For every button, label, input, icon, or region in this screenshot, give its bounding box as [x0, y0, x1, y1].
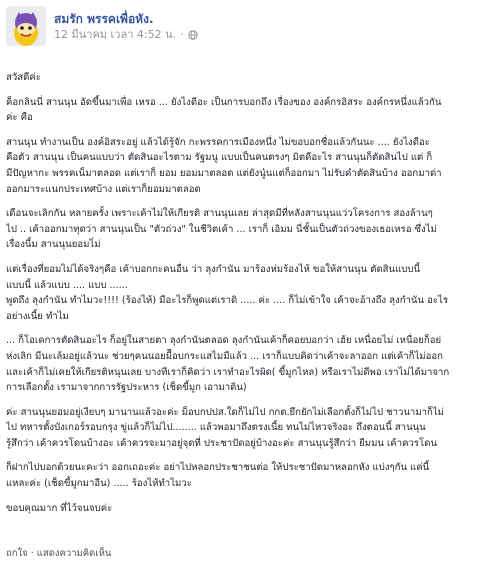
post-text-line: เดือนจะเลิกกัน หลายครั้ง เพราะเค้าไม่ให้เกียรติ สานนุนเลย ล่าสุดมีที่หลังสานนุนแว่วโครงการ สองล้านๆ — [6, 208, 433, 220]
post-text-line: ไป .. เค้าออกมาทุดว่า สานนุนเป็น "ตัวถ่วง" ในชีวิตเค้า ... เราก็ เอิมม นี่ชั้นเป็นตัวถ่วงของเธอเหรอ ซึ่งไม่ — [6, 223, 437, 235]
post-text-line: ออกมาระแนกประเทศบ้าง แต่เราก็ยอมมาตลอด — [6, 183, 201, 195]
comment-link[interactable]: แสดงความคิดเห็น — [36, 548, 112, 559]
post-meta — [54, 8, 198, 43]
post-text-line: แต่เรื่องที่ยอมไม่ได้จริงๆคือ เค้าบอกกะคนอื่น ว่า ลุงกำนัน มาร้องห่มร้องไห้ ขอให้สานนุน ตัดสินแบบนี้ — [6, 263, 421, 275]
post-paragraph — [6, 95, 476, 126]
post-text-line: ไป ทหารตั้งบังเกอร์รอบกรุง ขู่แล้วก็ไม่ไป........ แล้วพอมาถึงตรงเนี้ย ทนไม่ไหวจริงอะ ถึงตอนนี้ สานนุน — [6, 422, 426, 434]
like-link[interactable]: ถกใจ — [6, 548, 28, 559]
post-text-line: แหละค่ะ (เช็ดขี้มูกมาอีน) ..... ร้องไห้ทำไมวะ — [6, 478, 192, 490]
post-text-line: สานนุน ทำงานเป็น องค์อิสระอยู่ แล้วได้รู้จัก กะพรรคการเมืองหนึ่ง ไม่ขอบอกชื่อแล้วกันนะ .... ยังไงดีอะ — [6, 136, 430, 148]
post-paragraph — [6, 206, 476, 253]
post-paragraph — [6, 333, 476, 395]
post-body — [6, 70, 476, 516]
post-text-line: แบบนี้ แล้วแบบ .... แบบ ...... — [6, 279, 128, 291]
post-text-line: พูดถึง ลุงกำนัน ทำไมวะ!!!! (ร้องไห้) มีอะไรก็พูดแต่เราดิ ..... ค่ะ .... ก็ไม่เข้าใจ เค้าจะอ้างถึง ลุงกำนัน อะไร — [6, 295, 448, 307]
post-text-line: เรื่องนี้ม สานนุนยอมไ่ม่ — [6, 239, 101, 251]
post-actions — [6, 546, 111, 561]
time-row — [54, 27, 198, 43]
post-paragraph — [6, 460, 476, 491]
post-paragraph — [6, 501, 476, 517]
post-header — [6, 6, 476, 52]
post-paragraph — [6, 135, 476, 197]
post-text-line: คือตัว สานนุน เป็นคนแบบว่า ตัดสินอะไรตาม รัฐมนู แบบเป็นคนตรงๆ มิตดีอะไร สานนุนก็ตัดสินไป แต่ ก็ — [6, 152, 433, 164]
post-text-line: มีปัญหากะ พรรคเน็มาตลอด แต่เราก็ ยอม ยอมมาตลอด แต่ยังนู๋นแต่ก็ออกมา ไม่รับคำตัดสินบ้าง ออกมาด่า — [6, 167, 442, 179]
globe-icon[interactable] — [188, 30, 198, 40]
post-text-line: ขอบคุณมาก ที่ไว้จนจบค่ะ — [6, 502, 113, 514]
author-name-link[interactable]: สมรัก พรรคเพื่อหัง. — [54, 12, 154, 26]
post-text-line: ค็อกลินนี่ สานนุน อัดขึ้นมาเพื่อ เหรอ ... ยังไงดีอะ เป็นการบอกถึง เรื่องของ องค์กรอิสระ องค์กรหนึ่งแล้วกัน — [6, 96, 442, 108]
post-text-line: และเค้าก็ไม่เคยให้เกียรติหนุนเลย บางทีเราก็คิดว่า เราทำอะไรผิด( ขี้มูกไหล) หรือเราไม่ดีพอ เราไม่ได้มาจาก — [6, 366, 450, 378]
post-paragraph — [6, 262, 476, 324]
post-paragraph — [6, 70, 476, 86]
post-text-line: การเลือกตั้ง เรามาจากการรัฐประหาร (เช็ดขี้มูก เอามาดิน) — [6, 382, 247, 394]
post-text-line: ก็ฝากไปบอกด้วยนะคะว่า ออกเถอะค่ะ อย่าไปหลอกประชาชนต่อ ให้ประชาปัดมาหลอกหัง แบ่งๆกัน แค่นี้ — [6, 462, 430, 474]
separator-dot: · — [180, 28, 184, 41]
post-timestamp[interactable]: 12 มีนาคม เวลา 4:52 น. — [54, 28, 177, 41]
post-text-line: ห่งเลิก มีนะเล้มอยู่แล้วนะ ช่วยๆคนนอยมีีอบกระแสไมมีแล้ว ... เราก็แบบคิดว่าเค้าจะลาออก แต่เค้าก็ไม่ออก — [6, 350, 443, 362]
action-separator: · — [27, 548, 37, 559]
avatar[interactable] — [6, 6, 46, 46]
post-text-line: รู้สึกว่า เค้าควรโดนบ้างอะ เค้าควรจะมาอยู่จุดที่ ประชาปัดอยู่บ้างอะค่ะ สานนุนรู้สึกว่า ยืมมน เค้าควรโดน — [6, 437, 437, 449]
post-paragraph — [6, 405, 476, 452]
post-text-line: สวัสดีค่ะ — [6, 72, 41, 83]
avatar-character-icon — [6, 6, 46, 46]
post-text-line: อย่างเนี้ย ทำไม — [6, 310, 69, 322]
post-text-line: ค่ะ สานนุนยอมอยู่เงียบๆ มานานแล้วอะค่ะ ม็อบกปปส.ใดก็ไม่ไป กกต.ยึกยักไม่เลือกตั้งก็ไม่ไป ชาวนามาก็ไม่ — [6, 406, 444, 418]
post-text-line: ค่ะ คือ — [6, 112, 33, 124]
post-text-line: ... ก็โอเคการตัดสินอะไร ก็อยู่ในสายตา ลุงกำนันตลอด ลุงกำนันเค้าก็คอยบอกว่า เฮ้ย เหนื่อยไม่ เหนื่อยก็อย่ — [6, 335, 442, 347]
